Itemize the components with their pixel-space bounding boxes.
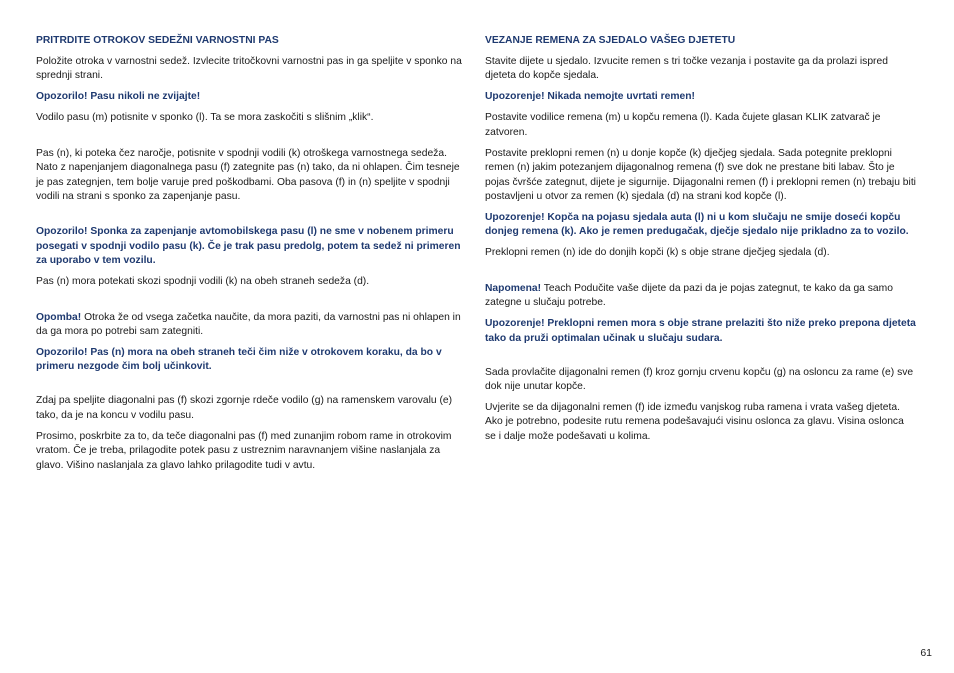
warning: Upozorenje! Kopča na pojasu sjedala auta (l) ni u kom slučaju ne smije doseći kopču donjeg remena (k). Ako je remen predugačak, dječje sjedalo nije prikladno za to vozilo. — [485, 212, 909, 238]
slovenian-column — [36, 34, 468, 473]
warning: Upozorenje! Preklopni remen mora s obje strane prelaziti što niže preko prepona djeteta tako da pruži optimalan učinak u slučaju sudara. — [485, 318, 916, 344]
paragraph: Pas (n), ki poteka čez naročje, potisnite v spodnji vodili (k) otroškega varnostnega sedeža. Nato z napenjanjem diagonalnega pasu (f) zategnite pas (n) tako, da ni ohlapen. Čim tesneje je pas zategnjen, tem bolje varuje pred poškodbami. Oba pasova (f) in (n) speljite v spodnji vodili na strani s sponko za zapenjanje pasu. — [36, 147, 460, 203]
note — [36, 311, 468, 340]
paragraph: Vodilo pasu (m) potisnite v sponko (l). Ta se mora zaskočiti s slišnim „klik“. — [36, 112, 374, 124]
warning: Upozorenje! Nikada nemojte uvrtati remen! — [485, 91, 695, 103]
paragraph: Prosimo, poskrbite za to, da teče diagonalni pas (f) med zunanjim robom rame in otrokovim vratom. Če je treba, prilagodite potek pasu z ustreznim naravnanjem višine naslanjala za glavo. Višino naslanjala za glavo lahko prilagodite tudi v avtu. — [36, 430, 452, 471]
paragraph: Zdaj pa speljite diagonalni pas (f) skozi zgornje rdeče vodilo (g) na ramenskem varovalu (e) tako, da je na koncu v vodilu pasu. — [36, 395, 453, 421]
note-text: Otroka že od vsega začetka naučite, da mora paziti, da varnostni pas ni ohlapen in da ga mora po potrebi sam zategniti. — [36, 311, 461, 338]
note — [485, 282, 917, 311]
note-label: Opomba! — [36, 311, 82, 323]
section-heading: PRITRDITE OTROKOV SEDEŽNI VARNOSTNI PAS — [36, 35, 279, 46]
warning: Opozorilo! Sponka za zapenjanje avtomobilskega pasu (l) ne sme v nobenem primeru posegati v spodnji vodilo pasu (k). Če je trak pasu predolg, potem ta sedež ni primeren za uporabo v tem vozilu. — [36, 226, 461, 267]
paragraph: Uvjerite se da dijagonalni remen (f) ide između vanjskog ruba ramena i vrata vašeg djeteta. Ako je potrebno, podesite rutu remena podešavajući visinu oslonca za glavu. Visina oslonca se i dalje može podešavati u kolima. — [485, 401, 904, 442]
croatian-column — [485, 34, 917, 444]
paragraph: Preklopni remen (n) ide do donjih kopči (k) s obje strane dječjeg sjedala (d). — [485, 247, 830, 259]
warning: Opozorilo! Pas (n) mora na obeh straneh teči čim niže v otrokovem koraku, da bo v primeru nezgode čim bolj učinkovit. — [36, 347, 442, 373]
paragraph: Pas (n) mora potekati skozi spodnji vodili (k) na obeh straneh sedeža (d). — [36, 276, 370, 288]
paragraph: Postavite vodilice remena (m) u kopču remena (l). Kada čujete glasan KLIK zatvarač je zatvoren. — [485, 112, 881, 138]
section-heading: VEZANJE REMENA ZA SJEDALO VAŠEG DJETETU — [485, 35, 736, 46]
warning: Opozorilo! Pasu nikoli ne zvijajte! — [36, 91, 201, 103]
paragraph: Sada provlačite dijagonalni remen (f) kroz gornju crvenu kopču (g) na osloncu za rame (e) sve dok nije unutar kopče. — [485, 366, 914, 392]
note-label: Napomena! — [485, 282, 542, 294]
page-number: 61 — [920, 647, 932, 659]
paragraph: Postavite preklopni remen (n) u donje kopče (k) dječjeg sjedala. Sada potegnite preklopni remen (n) jakim potezanjem dijagonalnog remena (f) sve dok ne prestane biti labav. Što je pojas čvršće zategnut, dijete je sigurnije. Dijagonalni remen (f) i preklopni remen (n) trebaju biti postavljeni u otvor za remen (k) sjedala (d) na strani kod kopče (l). — [485, 147, 916, 203]
paragraph: Položite otroka v varnostni sedež. Izvlecite tritočkovni varnostni pas in ga speljite v sponko na sprednji strani. — [36, 56, 462, 82]
note-text: Teach Podučite vaše dijete da pazi da je pojas zategnut, te kako da ga samo zategne u slučaju potrebe. — [485, 282, 893, 309]
paragraph: Stavite dijete u sjedalo. Izvucite remen s tri točke vezanja i postavite ga da prolazi ispred djeteta do kopče sjedala. — [485, 56, 888, 82]
